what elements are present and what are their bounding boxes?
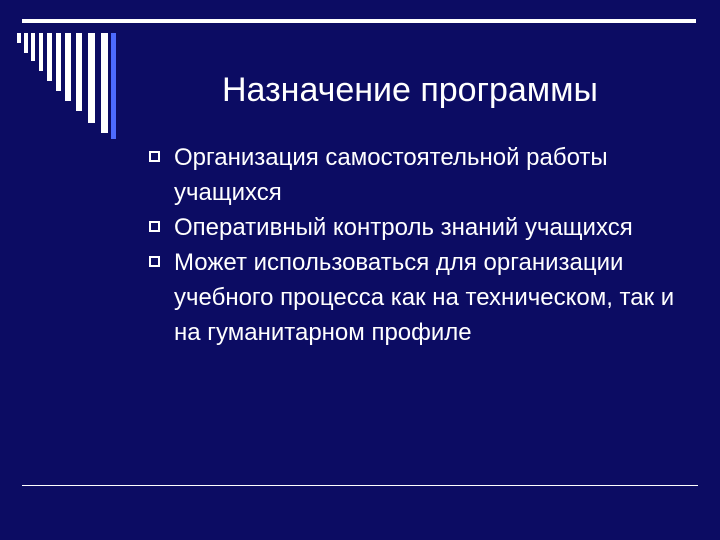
stripe [56,33,61,91]
stripe [31,33,35,61]
stripe-accent [111,33,116,139]
stripe [47,33,52,81]
bottom-rule [22,485,698,486]
slide-title: Назначение программы [222,71,598,109]
bullet-item [146,245,706,350]
bullet-item [146,140,706,210]
bullet-text: Может использоваться для организации учебного процесса как на техническом, так и на гуманитарном профиле [174,249,675,346]
bullet-item [146,210,706,245]
stripe [65,33,71,101]
stripe [101,33,108,133]
bullet-list [146,140,706,350]
square-bullet-icon [149,221,160,232]
square-bullet-icon [149,151,160,162]
bullet-text: Организация самостоятельной работы учащихся [174,144,608,206]
stripe [39,33,43,71]
stripe [24,33,28,53]
stripe [88,33,95,123]
bullet-text: Оперативный контроль знаний учащихся [174,214,633,241]
decorative-stripes [0,0,140,140]
stripe [76,33,82,111]
stripe [17,33,21,43]
square-bullet-icon [149,256,160,267]
